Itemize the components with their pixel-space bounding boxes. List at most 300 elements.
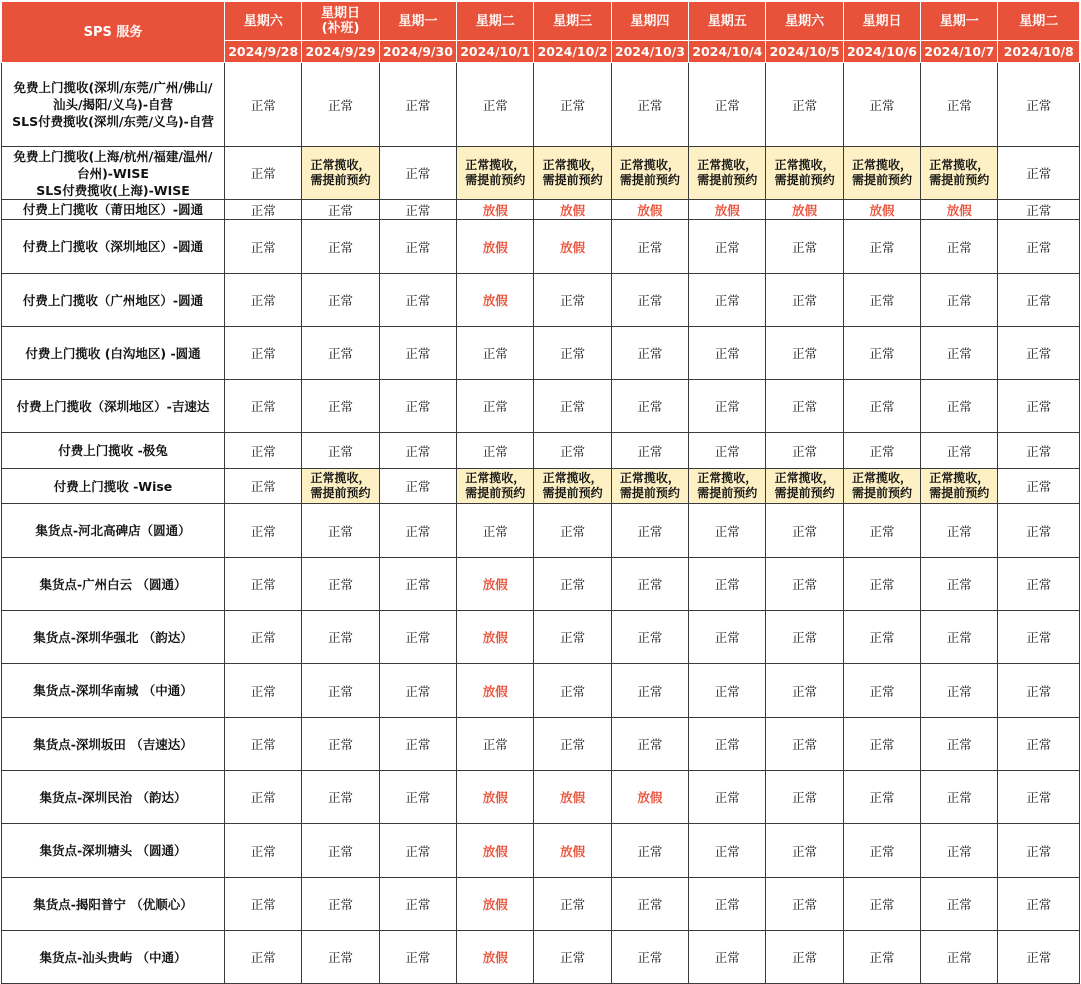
status-normal: 正常 bbox=[998, 200, 1080, 220]
status-normal: 正常 bbox=[379, 611, 456, 664]
appointment-line-2: 需提前预约 bbox=[697, 486, 758, 500]
status-normal: 正常 bbox=[379, 433, 456, 469]
status-normal: 正常 bbox=[998, 771, 1080, 824]
status-normal: 正常 bbox=[379, 469, 456, 504]
weekday-label: 星期六 bbox=[785, 13, 825, 29]
appointment-line-1: 正常揽收， bbox=[310, 158, 371, 172]
status-normal: 正常 bbox=[998, 558, 1080, 611]
service-name-line: 汕头/揭阳/义乌)-自营 bbox=[52, 97, 174, 112]
status-normal: 正常 bbox=[766, 433, 843, 469]
status-normal: 正常 bbox=[534, 558, 611, 611]
table-row bbox=[2, 469, 1080, 504]
status-normal: 正常 bbox=[534, 504, 611, 558]
date-header: 2024/9/30 bbox=[379, 41, 456, 63]
service-name-line: 集货点-深圳坂田 （吉速达） bbox=[33, 736, 193, 752]
status-normal: 正常 bbox=[843, 220, 920, 274]
status-normal: 正常 bbox=[843, 878, 920, 931]
appointment-line-2: 需提前预约 bbox=[774, 486, 835, 500]
status-normal: 正常 bbox=[998, 220, 1080, 274]
status-holiday: 放假 bbox=[457, 664, 534, 718]
status-normal: 正常 bbox=[843, 611, 920, 664]
service-name-line: 台州)-WISE bbox=[77, 165, 149, 181]
status-normal: 正常 bbox=[689, 380, 766, 433]
status-normal: 正常 bbox=[302, 433, 379, 469]
service-name-cell bbox=[2, 469, 225, 504]
weekday-label: 星期四 bbox=[630, 13, 670, 29]
appointment-line-1: 正常揽收， bbox=[774, 158, 835, 172]
status-normal: 正常 bbox=[302, 274, 379, 327]
appointment-line-1: 正常揽收， bbox=[697, 471, 758, 485]
date-header: 2024/10/1 bbox=[457, 41, 534, 63]
status-normal: 正常 bbox=[921, 63, 998, 147]
status-normal: 正常 bbox=[998, 380, 1080, 433]
status-normal: 正常 bbox=[611, 824, 688, 878]
status-normal: 正常 bbox=[457, 380, 534, 433]
status-normal: 正常 bbox=[998, 147, 1080, 200]
status-normal: 正常 bbox=[379, 220, 456, 274]
table-body bbox=[2, 63, 1080, 984]
status-normal: 正常 bbox=[534, 380, 611, 433]
service-name-cell bbox=[2, 611, 225, 664]
status-normal: 正常 bbox=[302, 931, 379, 984]
status-normal: 正常 bbox=[611, 558, 688, 611]
status-normal: 正常 bbox=[534, 718, 611, 771]
status-holiday: 放假 bbox=[766, 200, 843, 220]
status-normal: 正常 bbox=[998, 433, 1080, 469]
status-holiday: 放假 bbox=[611, 200, 688, 220]
status-holiday: 放假 bbox=[457, 931, 534, 984]
status-holiday: 放假 bbox=[534, 824, 611, 878]
status-normal: 正常 bbox=[379, 718, 456, 771]
appointment-line-2: 需提前预约 bbox=[619, 486, 680, 500]
appointment-line-1: 正常揽收， bbox=[851, 471, 912, 485]
status-normal: 正常 bbox=[534, 611, 611, 664]
status-normal: 正常 bbox=[998, 931, 1080, 984]
appointment-line-2: 需提前预约 bbox=[851, 173, 912, 187]
status-normal: 正常 bbox=[921, 771, 998, 824]
status-normal: 正常 bbox=[689, 63, 766, 147]
table-row bbox=[2, 200, 1080, 220]
status-normal: 正常 bbox=[302, 380, 379, 433]
status-normal: 正常 bbox=[611, 504, 688, 558]
status-normal: 正常 bbox=[689, 274, 766, 327]
service-name-cell bbox=[2, 274, 225, 327]
status-normal: 正常 bbox=[225, 824, 302, 878]
appointment-line-2: 需提前预约 bbox=[542, 486, 603, 500]
status-normal: 正常 bbox=[225, 611, 302, 664]
service-name-line: SLS付费揽收(上海)-WISE bbox=[36, 182, 190, 198]
status-normal: 正常 bbox=[766, 63, 843, 147]
status-normal: 正常 bbox=[998, 718, 1080, 771]
weekday-label: 星期一 bbox=[939, 13, 979, 29]
status-appointment bbox=[843, 147, 920, 200]
status-normal: 正常 bbox=[998, 611, 1080, 664]
status-normal: 正常 bbox=[611, 433, 688, 469]
weekday-label: 星期日 bbox=[321, 6, 361, 21]
weekday-label: 星期日 bbox=[862, 13, 902, 29]
service-name-line: 集货点-揭阳普宁 （优顺心） bbox=[33, 896, 193, 912]
status-normal: 正常 bbox=[843, 558, 920, 611]
status-appointment bbox=[611, 469, 688, 504]
status-appointment bbox=[766, 469, 843, 504]
appointment-line-2: 需提前预约 bbox=[310, 486, 371, 500]
status-normal: 正常 bbox=[611, 931, 688, 984]
status-appointment bbox=[302, 469, 379, 504]
status-normal: 正常 bbox=[611, 664, 688, 718]
service-column-header: SPS 服务 bbox=[2, 2, 225, 63]
appointment-line-1: 正常揽收， bbox=[619, 471, 680, 485]
appointment-line-1: 正常揽收， bbox=[851, 158, 912, 172]
service-name-cell bbox=[2, 380, 225, 433]
service-name-line: 集货点-广州白云 （圆通） bbox=[39, 576, 187, 592]
status-normal: 正常 bbox=[302, 611, 379, 664]
date-header: 2024/10/8 bbox=[998, 41, 1080, 63]
table-row bbox=[2, 878, 1080, 931]
service-name-line: 集货点-深圳民治 （韵达） bbox=[39, 789, 187, 805]
table-row bbox=[2, 274, 1080, 327]
table-row bbox=[2, 147, 1080, 200]
date-header: 2024/9/28 bbox=[225, 41, 302, 63]
status-normal: 正常 bbox=[921, 611, 998, 664]
status-normal: 正常 bbox=[998, 63, 1080, 147]
service-name-cell bbox=[2, 147, 225, 200]
weekday-label: 星期二 bbox=[1019, 13, 1059, 29]
status-normal: 正常 bbox=[534, 327, 611, 380]
status-holiday: 放假 bbox=[534, 220, 611, 274]
service-name-cell bbox=[2, 664, 225, 718]
status-normal: 正常 bbox=[766, 771, 843, 824]
service-name-cell bbox=[2, 63, 225, 147]
service-name-cell bbox=[2, 771, 225, 824]
appointment-line-1: 正常揽收， bbox=[542, 158, 603, 172]
date-header: 2024/10/3 bbox=[611, 41, 688, 63]
status-normal: 正常 bbox=[457, 433, 534, 469]
service-name-line: 付费上门揽收（深圳地区）-吉速达 bbox=[16, 398, 210, 414]
status-holiday: 放假 bbox=[534, 200, 611, 220]
service-name-cell bbox=[2, 824, 225, 878]
status-normal: 正常 bbox=[379, 274, 456, 327]
appointment-line-2: 需提前预约 bbox=[851, 486, 912, 500]
status-normal: 正常 bbox=[766, 504, 843, 558]
date-header: 2024/10/7 bbox=[921, 41, 998, 63]
appointment-line-2: 需提前预约 bbox=[929, 486, 990, 500]
status-normal: 正常 bbox=[843, 664, 920, 718]
status-normal: 正常 bbox=[766, 380, 843, 433]
status-normal: 正常 bbox=[921, 380, 998, 433]
service-name-line: 集货点-汕头贵屿 （中通） bbox=[39, 949, 187, 965]
status-normal: 正常 bbox=[379, 931, 456, 984]
weekday-header bbox=[534, 2, 611, 41]
status-appointment bbox=[921, 469, 998, 504]
status-normal: 正常 bbox=[534, 878, 611, 931]
status-normal: 正常 bbox=[302, 824, 379, 878]
status-normal: 正常 bbox=[843, 274, 920, 327]
date-header: 2024/10/6 bbox=[843, 41, 920, 63]
status-holiday: 放假 bbox=[457, 824, 534, 878]
service-name-line: 付费上门揽收（莆田地区）-圆通 bbox=[22, 202, 204, 217]
status-normal: 正常 bbox=[843, 327, 920, 380]
status-normal: 正常 bbox=[225, 469, 302, 504]
appointment-line-1: 正常揽收， bbox=[465, 471, 526, 485]
service-name-cell bbox=[2, 931, 225, 984]
status-normal: 正常 bbox=[921, 824, 998, 878]
status-normal: 正常 bbox=[379, 558, 456, 611]
weekday-header bbox=[843, 2, 920, 41]
status-normal: 正常 bbox=[534, 63, 611, 147]
table-row bbox=[2, 824, 1080, 878]
status-normal: 正常 bbox=[225, 63, 302, 147]
service-name-line: 付费上门揽收 (白沟地区) -圆通 bbox=[25, 345, 201, 361]
service-name-cell bbox=[2, 718, 225, 771]
status-normal: 正常 bbox=[843, 718, 920, 771]
weekday-header bbox=[225, 2, 302, 41]
status-normal: 正常 bbox=[611, 718, 688, 771]
appointment-line-1: 正常揽收， bbox=[774, 471, 835, 485]
appointment-line-1: 正常揽收， bbox=[465, 158, 526, 172]
status-holiday: 放假 bbox=[457, 274, 534, 327]
status-normal: 正常 bbox=[689, 504, 766, 558]
table-row bbox=[2, 771, 1080, 824]
status-normal: 正常 bbox=[611, 380, 688, 433]
table-row bbox=[2, 220, 1080, 274]
status-appointment bbox=[689, 469, 766, 504]
table-row bbox=[2, 718, 1080, 771]
status-normal: 正常 bbox=[225, 220, 302, 274]
weekday-header bbox=[998, 2, 1080, 41]
status-normal: 正常 bbox=[689, 824, 766, 878]
status-holiday: 放假 bbox=[457, 878, 534, 931]
status-normal: 正常 bbox=[379, 380, 456, 433]
table-header bbox=[2, 2, 1080, 63]
weekday-label: 星期一 bbox=[398, 13, 438, 29]
service-name-line: 付费上门揽收 -极兔 bbox=[58, 443, 168, 458]
status-normal: 正常 bbox=[766, 611, 843, 664]
status-normal: 正常 bbox=[998, 504, 1080, 558]
status-appointment bbox=[689, 147, 766, 200]
status-normal: 正常 bbox=[225, 558, 302, 611]
appointment-line-2: 需提前预约 bbox=[774, 173, 835, 187]
status-normal: 正常 bbox=[379, 200, 456, 220]
status-normal: 正常 bbox=[921, 718, 998, 771]
status-normal: 正常 bbox=[225, 718, 302, 771]
status-normal: 正常 bbox=[843, 504, 920, 558]
appointment-line-2: 需提前预约 bbox=[697, 173, 758, 187]
status-normal: 正常 bbox=[534, 931, 611, 984]
weekday-header bbox=[302, 2, 379, 41]
status-normal: 正常 bbox=[302, 200, 379, 220]
status-normal: 正常 bbox=[766, 824, 843, 878]
weekday-header bbox=[766, 2, 843, 41]
table-row bbox=[2, 63, 1080, 147]
status-holiday: 放假 bbox=[457, 200, 534, 220]
service-name-line: 付费上门揽收 -Wise bbox=[53, 478, 173, 494]
status-normal: 正常 bbox=[379, 878, 456, 931]
status-normal: 正常 bbox=[921, 274, 998, 327]
service-name-line: 集货点-河北高碑店（圆通） bbox=[35, 523, 191, 538]
status-normal: 正常 bbox=[379, 147, 456, 200]
status-normal: 正常 bbox=[689, 220, 766, 274]
status-normal: 正常 bbox=[534, 274, 611, 327]
status-normal: 正常 bbox=[689, 611, 766, 664]
status-normal: 正常 bbox=[225, 327, 302, 380]
table-row bbox=[2, 433, 1080, 469]
status-appointment bbox=[534, 469, 611, 504]
service-name-line: 付费上门揽收（广州地区）-圆通 bbox=[22, 292, 204, 308]
service-name-cell bbox=[2, 878, 225, 931]
appointment-line-2: 需提前预约 bbox=[465, 173, 526, 187]
status-appointment bbox=[921, 147, 998, 200]
status-normal: 正常 bbox=[302, 63, 379, 147]
service-name-line: 免费上门揽收(上海/杭州/福建/温州/ bbox=[13, 148, 213, 164]
service-name-line: 集货点-深圳塘头 （圆通） bbox=[39, 843, 187, 858]
service-name-cell bbox=[2, 200, 225, 220]
status-holiday: 放假 bbox=[921, 200, 998, 220]
status-holiday: 放假 bbox=[457, 771, 534, 824]
service-name-cell bbox=[2, 433, 225, 469]
appointment-line-1: 正常揽收， bbox=[542, 471, 603, 485]
status-normal: 正常 bbox=[457, 327, 534, 380]
status-normal: 正常 bbox=[225, 931, 302, 984]
status-normal: 正常 bbox=[689, 718, 766, 771]
status-normal: 正常 bbox=[921, 878, 998, 931]
status-normal: 正常 bbox=[225, 200, 302, 220]
table-row bbox=[2, 931, 1080, 984]
weekday-label: 星期三 bbox=[553, 13, 593, 29]
status-normal: 正常 bbox=[379, 504, 456, 558]
status-normal: 正常 bbox=[689, 327, 766, 380]
status-normal: 正常 bbox=[379, 327, 456, 380]
status-normal: 正常 bbox=[611, 611, 688, 664]
status-normal: 正常 bbox=[921, 664, 998, 718]
status-normal: 正常 bbox=[225, 504, 302, 558]
status-normal: 正常 bbox=[921, 433, 998, 469]
status-normal: 正常 bbox=[766, 274, 843, 327]
status-normal: 正常 bbox=[689, 433, 766, 469]
status-appointment bbox=[611, 147, 688, 200]
appointment-line-1: 正常揽收， bbox=[697, 158, 758, 172]
date-header: 2024/10/5 bbox=[766, 41, 843, 63]
status-normal: 正常 bbox=[766, 327, 843, 380]
status-normal: 正常 bbox=[843, 380, 920, 433]
status-normal: 正常 bbox=[689, 664, 766, 718]
status-normal: 正常 bbox=[921, 558, 998, 611]
status-normal: 正常 bbox=[611, 327, 688, 380]
status-normal: 正常 bbox=[843, 771, 920, 824]
status-normal: 正常 bbox=[302, 558, 379, 611]
weekday-label: 星期五 bbox=[707, 13, 747, 29]
service-name-line: 集货点-深圳华强北 （韵达） bbox=[33, 629, 193, 645]
status-normal: 正常 bbox=[689, 878, 766, 931]
weekday-header bbox=[457, 2, 534, 41]
status-normal: 正常 bbox=[611, 63, 688, 147]
date-header: 2024/9/29 bbox=[302, 41, 379, 63]
status-appointment bbox=[457, 147, 534, 200]
status-normal: 正常 bbox=[921, 504, 998, 558]
status-normal: 正常 bbox=[302, 878, 379, 931]
status-normal: 正常 bbox=[689, 771, 766, 824]
appointment-line-2: 需提前预约 bbox=[310, 173, 371, 187]
appointment-line-1: 正常揽收， bbox=[310, 471, 371, 485]
status-normal: 正常 bbox=[611, 220, 688, 274]
status-normal: 正常 bbox=[843, 433, 920, 469]
status-normal: 正常 bbox=[766, 931, 843, 984]
table-row bbox=[2, 504, 1080, 558]
weekday-header bbox=[611, 2, 688, 41]
status-normal: 正常 bbox=[225, 878, 302, 931]
status-normal: 正常 bbox=[457, 504, 534, 558]
status-normal: 正常 bbox=[921, 931, 998, 984]
status-holiday: 放假 bbox=[457, 558, 534, 611]
status-normal: 正常 bbox=[843, 824, 920, 878]
table-row bbox=[2, 327, 1080, 380]
status-normal: 正常 bbox=[225, 664, 302, 718]
weekday-label: 星期六 bbox=[243, 13, 283, 29]
sps-service-schedule-table bbox=[1, 1, 1080, 984]
status-normal: 正常 bbox=[998, 878, 1080, 931]
status-normal: 正常 bbox=[225, 380, 302, 433]
status-normal: 正常 bbox=[611, 274, 688, 327]
status-normal: 正常 bbox=[921, 220, 998, 274]
status-normal: 正常 bbox=[998, 327, 1080, 380]
status-normal: 正常 bbox=[225, 433, 302, 469]
weekday-header bbox=[689, 2, 766, 41]
status-normal: 正常 bbox=[843, 931, 920, 984]
status-normal: 正常 bbox=[379, 771, 456, 824]
status-normal: 正常 bbox=[379, 63, 456, 147]
weekday-header-row bbox=[2, 2, 1080, 41]
service-name-cell bbox=[2, 327, 225, 380]
service-name-cell bbox=[2, 558, 225, 611]
status-normal: 正常 bbox=[998, 664, 1080, 718]
appointment-line-2: 需提前预约 bbox=[542, 173, 603, 187]
status-normal: 正常 bbox=[998, 469, 1080, 504]
status-normal: 正常 bbox=[302, 220, 379, 274]
status-appointment bbox=[302, 147, 379, 200]
status-normal: 正常 bbox=[611, 878, 688, 931]
table-row bbox=[2, 380, 1080, 433]
status-appointment bbox=[534, 147, 611, 200]
status-normal: 正常 bbox=[457, 718, 534, 771]
status-holiday: 放假 bbox=[689, 200, 766, 220]
status-normal: 正常 bbox=[766, 718, 843, 771]
table-row bbox=[2, 558, 1080, 611]
date-header: 2024/10/2 bbox=[534, 41, 611, 63]
status-normal: 正常 bbox=[302, 664, 379, 718]
status-normal: 正常 bbox=[379, 824, 456, 878]
service-name-line: 集货点-深圳华南城 （中通） bbox=[33, 683, 193, 698]
status-holiday: 放假 bbox=[611, 771, 688, 824]
status-normal: 正常 bbox=[921, 327, 998, 380]
status-normal: 正常 bbox=[225, 771, 302, 824]
status-normal: 正常 bbox=[302, 718, 379, 771]
status-normal: 正常 bbox=[534, 433, 611, 469]
status-normal: 正常 bbox=[302, 771, 379, 824]
appointment-line-1: 正常揽收， bbox=[619, 158, 680, 172]
status-normal: 正常 bbox=[766, 220, 843, 274]
status-normal: 正常 bbox=[534, 664, 611, 718]
table-row bbox=[2, 664, 1080, 718]
weekday-note: (补班) bbox=[321, 21, 360, 36]
table-row bbox=[2, 611, 1080, 664]
service-name-cell bbox=[2, 504, 225, 558]
status-holiday: 放假 bbox=[534, 771, 611, 824]
status-holiday: 放假 bbox=[457, 220, 534, 274]
service-name-cell bbox=[2, 220, 225, 274]
appointment-line-1: 正常揽收， bbox=[929, 158, 990, 172]
status-normal: 正常 bbox=[302, 327, 379, 380]
status-appointment bbox=[843, 469, 920, 504]
status-appointment bbox=[766, 147, 843, 200]
